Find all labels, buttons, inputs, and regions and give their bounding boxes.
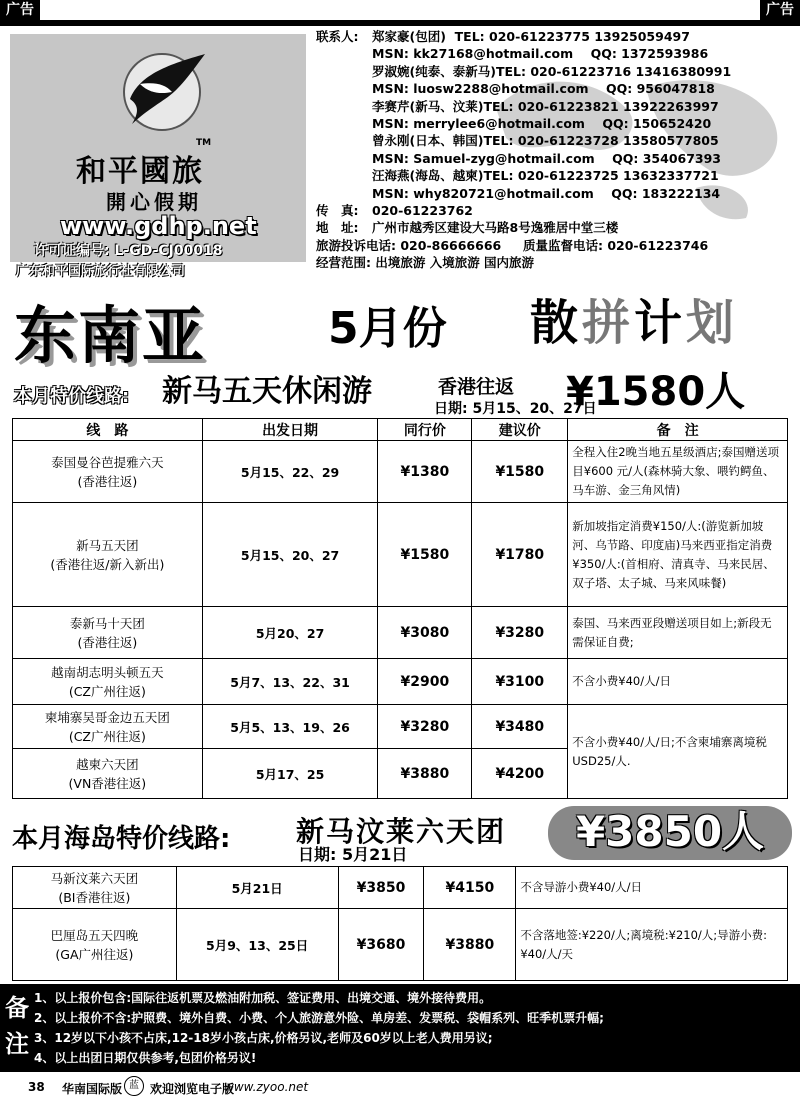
trade-price-cell: ¥3680 bbox=[338, 909, 424, 981]
route-via: (GA广州往返) bbox=[55, 946, 134, 962]
route-via: (香港往返) bbox=[77, 473, 138, 489]
contact-qq-3: QQ: 150652420 bbox=[602, 116, 712, 132]
suggest-price-cell: ¥1580 bbox=[472, 441, 568, 503]
header-trade-price: 同行价 bbox=[378, 419, 472, 441]
contact-name-3: 李赛芹(新马、汶莱) bbox=[372, 98, 484, 114]
ad-label-left: 广告 bbox=[0, 0, 40, 20]
date-cell: 5月20、27 bbox=[202, 607, 378, 659]
publisher-logo-icon: 蓝 bbox=[124, 1076, 144, 1096]
table-row bbox=[13, 909, 788, 981]
agency-logo bbox=[10, 34, 306, 289]
island-route-name: 新马汶莱六天团 bbox=[296, 815, 507, 848]
table-row bbox=[13, 867, 788, 909]
page-footer bbox=[0, 1074, 800, 1100]
remarks-tag bbox=[4, 990, 30, 1062]
headline-plan-c: 计 bbox=[634, 295, 687, 351]
date-cell: 5月17、25 bbox=[202, 749, 378, 799]
date-cell: 5月9、13、25日 bbox=[176, 909, 338, 981]
route-name: 马新汶莱六天团 bbox=[50, 870, 139, 886]
headline-plan-a: 散 bbox=[530, 295, 583, 351]
header-route: 线 路 bbox=[13, 419, 203, 441]
address-label: 地 址: bbox=[316, 220, 359, 236]
route-via: (香港往返/新入新出) bbox=[50, 556, 165, 572]
ad-label-right: 广告 bbox=[760, 0, 800, 20]
route-via: (VN香港往返) bbox=[68, 775, 147, 791]
trade-price-cell: ¥3850 bbox=[338, 867, 424, 909]
suggest-price-cell: ¥3100 bbox=[472, 659, 568, 705]
route-cell bbox=[13, 867, 177, 909]
headline-plan-d: 划 bbox=[686, 295, 739, 351]
route-via: (BI香港往返) bbox=[58, 889, 131, 905]
note-cell: 新加坡指定消费¥150/人:(游览新加坡河、乌节路、印度庙)马来西亚指定消费¥350/人:(首相府、清真寺、马来民居、双子塔、太子城、马来风味餐) bbox=[568, 503, 788, 607]
route-via: (CZ广州往返) bbox=[68, 728, 146, 744]
contact-qq-2: QQ: 956047818 bbox=[606, 81, 715, 97]
date-cell: 5月7、13、22、31 bbox=[202, 659, 378, 705]
remarks-list bbox=[34, 988, 604, 1068]
route-cell bbox=[13, 503, 203, 607]
trademark-mark: TM bbox=[196, 138, 212, 148]
trade-price-cell: ¥1380 bbox=[378, 441, 472, 503]
contact-label: 联系人: bbox=[316, 29, 359, 44]
address-text: 广州市越秀区建设大马路8号逸雅居中堂三楼 bbox=[372, 220, 619, 236]
table-row bbox=[13, 503, 788, 607]
suggest-price-cell: ¥3280 bbox=[472, 607, 568, 659]
header-suggest-price: 建议价 bbox=[472, 419, 568, 441]
remarks-tag-a: 备 bbox=[5, 994, 29, 1022]
note-cell: 泰国、马来西亚段赠送项目如上;新段无需保证自费; bbox=[568, 607, 788, 659]
trade-price-cell: ¥3280 bbox=[378, 705, 472, 749]
contact-msn-2: MSN: luosw2288@hotmail.com bbox=[372, 81, 589, 97]
contact-name-4: 曾永刚(日本、韩国) bbox=[372, 133, 484, 149]
route-via: (香港往返) bbox=[77, 634, 138, 650]
company-name: 广东和平国际旅行社有限公司 bbox=[16, 264, 186, 279]
note-cell-merged: 不含小费¥40/人/日;不含柬埔寨离境税USD25/人. bbox=[568, 705, 788, 799]
contact-name-5: 汪海燕(海岛、越柬) bbox=[372, 168, 484, 184]
route-name: 巴厘岛五天四晚 bbox=[50, 927, 139, 943]
top-rule bbox=[0, 20, 800, 26]
table-row bbox=[13, 607, 788, 659]
browse-text: 欢迎浏览电子版 bbox=[150, 1082, 235, 1096]
table-row bbox=[13, 441, 788, 503]
island-route-date: 日期: 5月21日 bbox=[298, 845, 408, 864]
suggest-price-cell: ¥3480 bbox=[472, 705, 568, 749]
contact-tel-2: TEL: 020-61223716 13416380991 bbox=[495, 63, 732, 79]
trade-price-cell: ¥3080 bbox=[378, 607, 472, 659]
company-name-en: GuangDong International Tourism Co.,LTD bbox=[16, 278, 227, 289]
note-cell: 不含落地签:¥220/人;离境税:¥210/人;导游小费:¥40/人/天 bbox=[516, 909, 788, 981]
date-cell: 5月5、13、19、26 bbox=[202, 705, 378, 749]
route-cell bbox=[13, 607, 203, 659]
fax-label: 传 真: bbox=[316, 203, 359, 219]
business-scope: 经营范围: 出境旅游 入境旅游 国内旅游 bbox=[316, 255, 535, 271]
route-name: 新马五天团 bbox=[76, 537, 139, 553]
island-price-table bbox=[12, 866, 788, 981]
note-cell: 全程入住2晚当地五星级酒店;泰国赠送项目¥600 元/人(森林骑大象、喂钓鳄鱼、马车游、金三角风情) bbox=[568, 441, 788, 503]
footer-url[interactable]: www.zyoo.net bbox=[224, 1080, 309, 1094]
contact-qq-1: QQ: 1372593986 bbox=[590, 46, 709, 62]
route-cell bbox=[13, 659, 203, 705]
special-route-date: 日期: 5月15、20、27日 bbox=[434, 401, 597, 417]
date-cell: 5月21日 bbox=[176, 867, 338, 909]
contact-qq-5: QQ: 183222134 bbox=[611, 185, 721, 201]
island-route-banner bbox=[0, 800, 800, 866]
island-route-label: 本月海岛特价线路: bbox=[12, 824, 231, 854]
island-route-price: ¥3850人 bbox=[548, 806, 792, 860]
suggest-price-cell: ¥1780 bbox=[472, 503, 568, 607]
contact-name-1: 郑家豪(包团) bbox=[372, 29, 446, 44]
route-name: 越柬六天团 bbox=[76, 756, 139, 772]
route-name: 柬埔寨吴哥金边五天团 bbox=[44, 709, 170, 725]
note-cell: 不含导游小费¥40/人/日 bbox=[516, 867, 788, 909]
publisher-edition: 华南国际版 bbox=[62, 1082, 123, 1096]
contact-msn-4: MSN: Samuel-zyg@hotmail.com bbox=[372, 150, 595, 166]
agency-name: 和平國旅 bbox=[76, 154, 204, 189]
remark-item: 3、12岁以下小孩不占床,12-18岁小孩占床,价格另议,老师及60岁以上老人费用另议; bbox=[34, 1031, 493, 1045]
suggest-price-cell: ¥3880 bbox=[424, 909, 516, 981]
contact-tel-1: TEL: 020-61223775 13925059497 bbox=[454, 29, 690, 44]
suggest-price-cell: ¥4200 bbox=[472, 749, 568, 799]
route-name: 泰新马十天团 bbox=[69, 615, 145, 631]
contact-msn-5: MSN: why820721@hotmail.com bbox=[372, 185, 594, 201]
header-date: 出发日期 bbox=[202, 419, 378, 441]
trade-price-cell: ¥2900 bbox=[378, 659, 472, 705]
headline-plan-b: 拼 bbox=[582, 295, 635, 351]
special-route-name: 新马五天休闲游 bbox=[162, 374, 372, 409]
contact-block bbox=[316, 28, 796, 271]
fax-number: 020-61223762 bbox=[372, 203, 473, 219]
headline-region: 东南亚 bbox=[14, 299, 207, 372]
page-number: 38 bbox=[28, 1080, 45, 1094]
contact-tel-5: TEL: 020-61223725 13632337721 bbox=[483, 168, 719, 184]
route-name: 泰国曼谷芭提雅六天 bbox=[51, 454, 164, 470]
headline-month: 5月份 bbox=[328, 303, 447, 354]
table-header-row bbox=[13, 419, 788, 441]
special-route-label: 本月特价线路: bbox=[14, 386, 130, 407]
remarks-tag-b: 注 bbox=[5, 1030, 29, 1058]
trade-price-cell: ¥3880 bbox=[378, 749, 472, 799]
contact-msn-3: MSN: merrylee6@hotmail.com bbox=[372, 116, 585, 132]
contact-name-2: 罗淑婉(纯泰、泰新马) bbox=[372, 63, 496, 79]
route-cell bbox=[13, 705, 203, 749]
remark-item: 2、以上报价不含:护照费、境外自费、小费、个人旅游意外险、单房差、发票税、袋帽系列、旺季机票升幅; bbox=[34, 1011, 604, 1025]
headline-plan bbox=[530, 284, 738, 353]
route-cell bbox=[13, 909, 177, 981]
headline bbox=[0, 276, 800, 372]
dove-globe-icon bbox=[110, 44, 220, 144]
contact-tel-3: TEL: 020-61223821 13922263997 bbox=[483, 98, 719, 114]
table-row bbox=[13, 659, 788, 705]
route-via: (CZ广州往返) bbox=[68, 683, 146, 699]
special-route-via: 香港往返 bbox=[438, 376, 515, 398]
agency-tagline: 開心假期 bbox=[106, 190, 202, 214]
special-route-price: ¥1580人 bbox=[566, 369, 746, 415]
date-cell: 5月15、22、29 bbox=[202, 441, 378, 503]
route-name: 越南胡志明头顿五天 bbox=[51, 664, 164, 680]
header-note: 备 注 bbox=[568, 419, 788, 441]
remarks-box bbox=[0, 984, 800, 1072]
table-row bbox=[13, 705, 788, 749]
date-cell: 5月15、20、27 bbox=[202, 503, 378, 607]
special-route-banner bbox=[0, 354, 800, 417]
note-cell: 不含小费¥40/人/日 bbox=[568, 659, 788, 705]
supervision-phone: 质量监督电话: 020-61223746 bbox=[522, 237, 709, 253]
remark-item: 1、以上报价包含:国际往返机票及燃油附加税、签证费用、出境交通、境外接待费用。 bbox=[34, 991, 492, 1005]
license-number: 许可证编号: L-GD-CJ00018 bbox=[34, 243, 223, 259]
remark-item: 4、以上出团日期仅供参考,包团价格另议! bbox=[34, 1051, 257, 1065]
agency-url[interactable]: www.gdhp.net bbox=[60, 212, 257, 240]
contact-tel-4: TEL: 020-61223728 13580577805 bbox=[483, 133, 719, 149]
trade-price-cell: ¥1580 bbox=[378, 503, 472, 607]
contact-qq-4: QQ: 354067393 bbox=[612, 150, 722, 166]
tour-price-table bbox=[12, 418, 788, 799]
complaint-phone: 旅游投诉电话: 020-86666666 bbox=[316, 237, 502, 253]
route-cell bbox=[13, 441, 203, 503]
suggest-price-cell: ¥4150 bbox=[424, 867, 516, 909]
contact-msn-1: MSN: kk27168@hotmail.com bbox=[372, 46, 574, 62]
route-cell bbox=[13, 749, 203, 799]
